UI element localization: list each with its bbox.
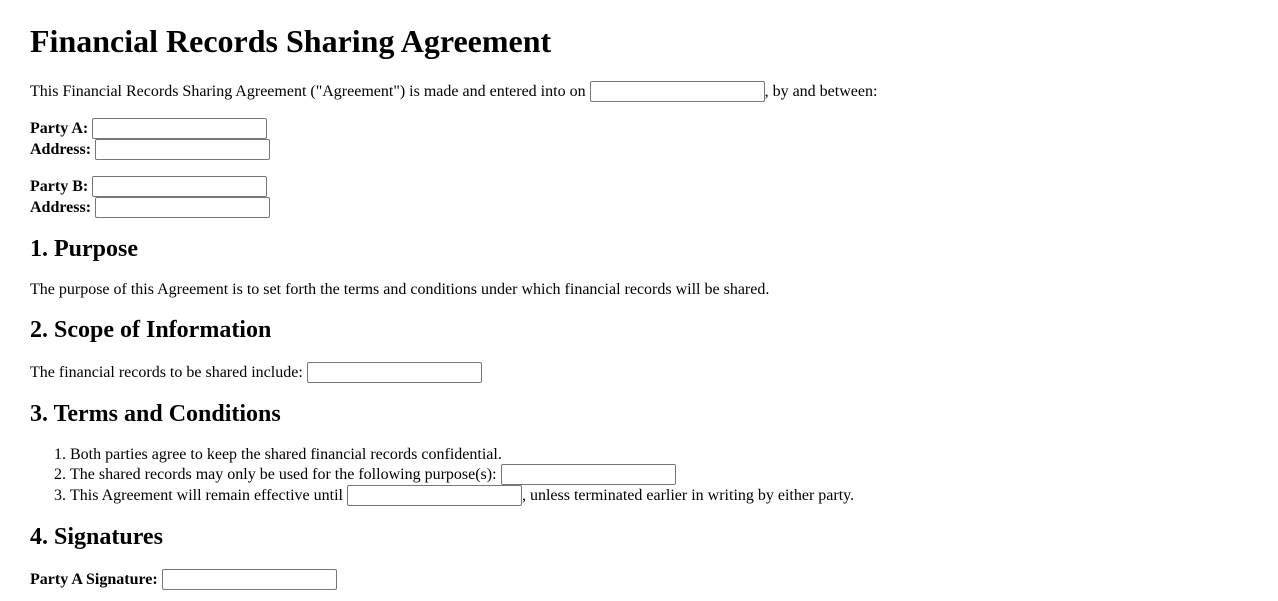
party-a-block [30, 118, 1248, 160]
section-heading-signatures: 4. Signatures [30, 524, 163, 550]
usage-purposes-input[interactable] [501, 464, 676, 485]
party-b-block [30, 176, 1248, 218]
intro-text-before: This Financial Records Sharing Agreement ("Agreement") is made and entered into on [30, 83, 586, 100]
party-a-name-input[interactable] [92, 118, 267, 139]
agreement-date-input[interactable] [590, 81, 765, 102]
section-heading-purpose: 1. Purpose [30, 236, 138, 262]
terms-item-2-text: The shared records may only be used for the following purpose(s): [70, 466, 497, 483]
party-a-signature-label: Party A Signature: [30, 571, 158, 588]
party-a-signature-input[interactable] [162, 569, 337, 590]
intro-paragraph [30, 81, 1248, 102]
section-heading-scope: 2. Scope of Information [30, 317, 272, 343]
intro-text-after: , by and between: [764, 83, 878, 100]
party-b-address-label: Address: [30, 199, 92, 216]
party-a-address-input[interactable] [95, 139, 270, 160]
terms-item-3-text-after: , unless terminated earlier in writing by either party. [521, 487, 855, 504]
terms-list [30, 446, 1248, 506]
terms-item-usage [70, 464, 1248, 485]
party-b-label: Party B: [30, 178, 89, 195]
effective-until-input[interactable] [347, 485, 522, 506]
purpose-paragraph: The purpose of this Agreement is to set forth the terms and conditions under which financial records will be shared. [30, 281, 770, 298]
terms-item-confidential [70, 446, 1248, 464]
scope-text-before: The financial records to be shared include: [30, 364, 303, 381]
terms-item-3-text-before: This Agreement will remain effective until [70, 487, 343, 504]
scope-records-input[interactable] [307, 362, 482, 383]
party-a-address-label: Address: [30, 141, 92, 158]
scope-paragraph [30, 362, 1248, 383]
section-heading-terms: 3. Terms and Conditions [30, 401, 281, 427]
page-title: Financial Records Sharing Agreement [30, 23, 552, 59]
terms-item-effective [70, 485, 1248, 506]
terms-item-1-text: Both parties agree to keep the shared financial records confidential. [70, 446, 502, 463]
party-a-signature-block [30, 569, 1248, 590]
party-a-label: Party A: [30, 120, 89, 137]
party-b-name-input[interactable] [92, 176, 267, 197]
party-b-address-input[interactable] [95, 197, 270, 218]
